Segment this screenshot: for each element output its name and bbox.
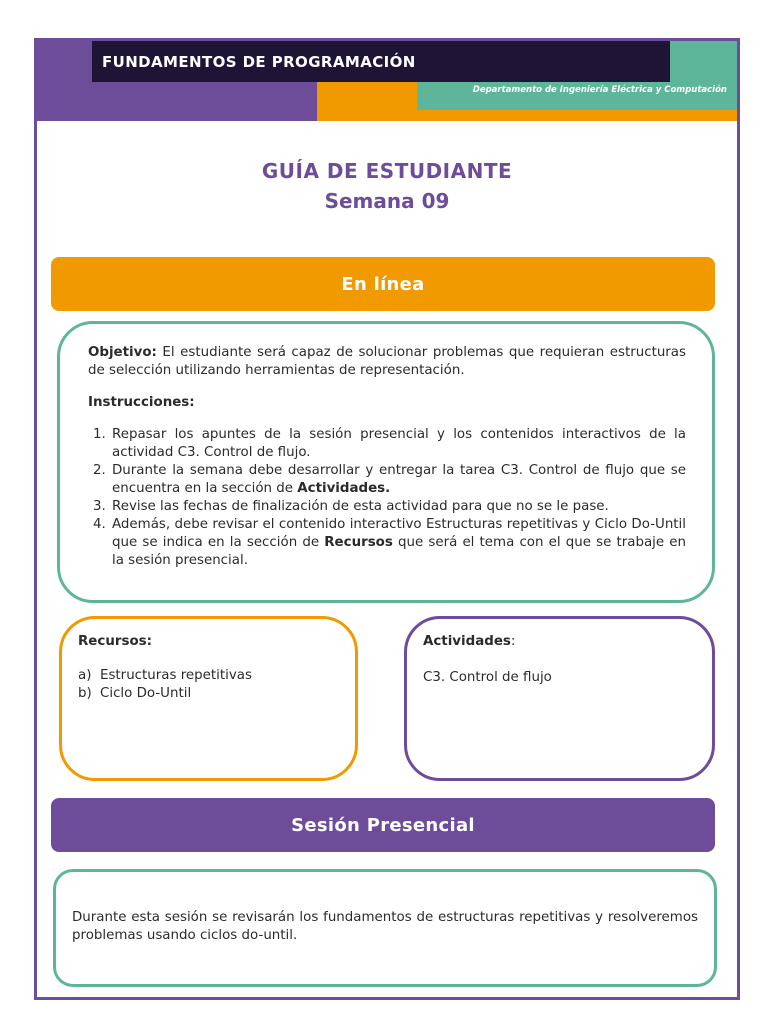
resources-box [59,616,358,781]
department-name: Departamento de Ingeniería Eléctrica y Computación [472,85,727,95]
resources-label: Recursos: [78,634,152,649]
in-person-banner-label: Sesión Presencial [291,814,475,836]
resource-item: a) Estructuras repetitivas [78,668,252,683]
resources-section-ref: Recursos [324,535,393,550]
objective-instructions-box [57,321,715,603]
instructions-label: Instrucciones: [88,395,195,410]
activity-item: C3. Control de flujo [423,670,552,685]
header-orange-strip [417,110,737,121]
online-banner-label: En línea [341,273,425,295]
objective-paragraph [88,344,686,380]
activities-label: Actividades: [423,634,516,649]
course-title-bar [92,41,670,82]
resources-list [78,667,339,703]
guide-title [37,159,737,213]
page-frame [34,38,740,1000]
instruction-item: 2. Durante la semana debe desarrollar y entregar la tarea C3. Control de flujo que se encuentra en la sección de Actividades. [110,462,686,498]
objective-text: El estudiante será capaz de solucionar problemas que requieran estructuras de selección utilizando herramientas de representación. [88,345,686,378]
online-banner [51,257,715,311]
in-person-banner [51,798,715,852]
activities-section-ref: Actividades. [297,481,391,496]
course-title: FUNDAMENTOS DE PROGRAMACIÓN [102,52,416,71]
objective-label: Objetivo: [88,345,157,360]
instructions-list [88,426,686,570]
instruction-item: 4. Además, debe revisar el contenido interactivo Estructuras repetitivas y Ciclo Do-Until que se indica en la sección de Recursos que será el tema con el que se trabaje en la sesión presencial. [110,516,686,570]
in-person-session-text: Durante esta sesión se revisarán los fundamentos de estructuras repetitivas y resolveremos problemas usando ciclos do-until. [72,910,698,943]
instruction-item: 1. Repasar los apuntes de la sesión presencial y los contenidos interactivos de la actividad C3. Control de flujo. [110,426,686,462]
guide-title-week: Semana 09 [324,189,450,213]
header-orange-block [317,82,417,121]
resource-item: b) Ciclo Do-Until [78,686,192,701]
guide-title-main: GUÍA DE ESTUDIANTE [261,159,513,183]
instruction-item: 3. Revise las fechas de finalización de esta actividad para que no se le pase. [110,498,686,516]
activities-box [404,616,715,781]
in-person-session-box [53,869,717,987]
